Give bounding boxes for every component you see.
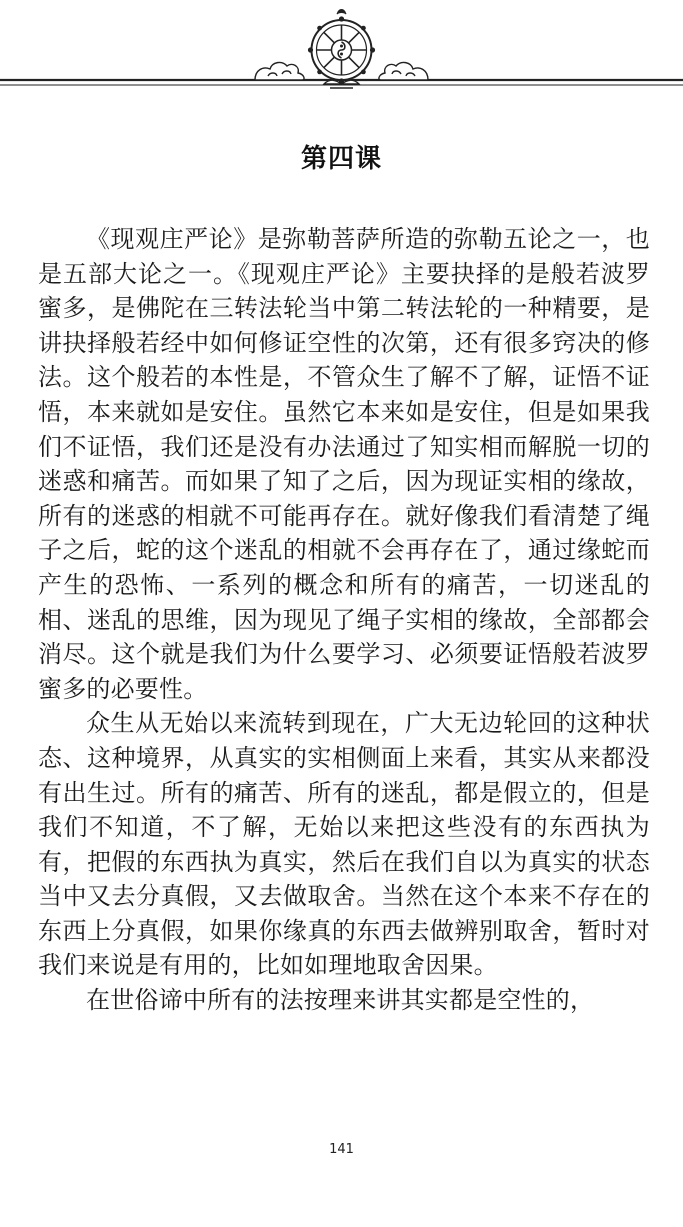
paragraph-2: 众生从无始以来流转到现在，广大无边轮回的这种状态、这种境界，从真实的实相侧面上来看，其实从来都没有出生过。所有的痛苦、所有的迷乱，都是假立的，但是我们不知道，不了解，无始以来把这些没有的东西执为有，把假的东西执为真实，然后在我们自以为真实的状态当中又去分真假，又去做取舍。当然在这个本来不存在的东西上分真假，如果你缘真的东西去做辨别取舍，暂时对我们来说是有用的，比如如理地取舍因果。: [38, 709, 650, 980]
paragraph-1: 《现观庄严论》是弥勒菩萨所造的弥勒五论之一，也是五部大论之一。《现观庄严论》主要抉择的是般若波罗蜜多，是佛陀在三转法轮当中第二转法轮的一种精要，是讲抉择般若经中如何修证空性的次第，还有很多窍决的修法。这个般若的本性是，不管众生了解不了解，证悟不证悟，本来就如是安住。虽然它本来如是安住，但是如果我们不证悟，我们还是没有办法通过了知实相而解脱一切的迷惑和痛苦。而如果了知了之后，因为现证实相的缘故，所有的迷惑的相就不可能再存在。就好像我们看清楚了绳子之后，蛇的这个迷乱的相就不会再存在了，通过缘蛇而产生的恐怖、一系列的概念和所有的痛苦，一切迷乱的相、迷乱的思维，因为现见了绳子实相的缘故，全部都会消尽。这个就是我们为什么要学习、必须要证悟般若波罗蜜多的必要性。: [38, 225, 650, 703]
page-header: [0, 0, 683, 100]
header-ornament: [0, 0, 683, 100]
left-cloud-icon: [255, 62, 304, 80]
right-cloud-icon: [379, 62, 428, 80]
paragraph-3: 在世俗谛中所有的法按理来讲其实都是空性的，: [86, 986, 595, 1015]
lesson-title: 第四课: [300, 144, 382, 174]
dharma-wheel-icon: [308, 10, 375, 89]
body-text: [38, 222, 650, 1018]
page-number: 141: [329, 1142, 354, 1157]
